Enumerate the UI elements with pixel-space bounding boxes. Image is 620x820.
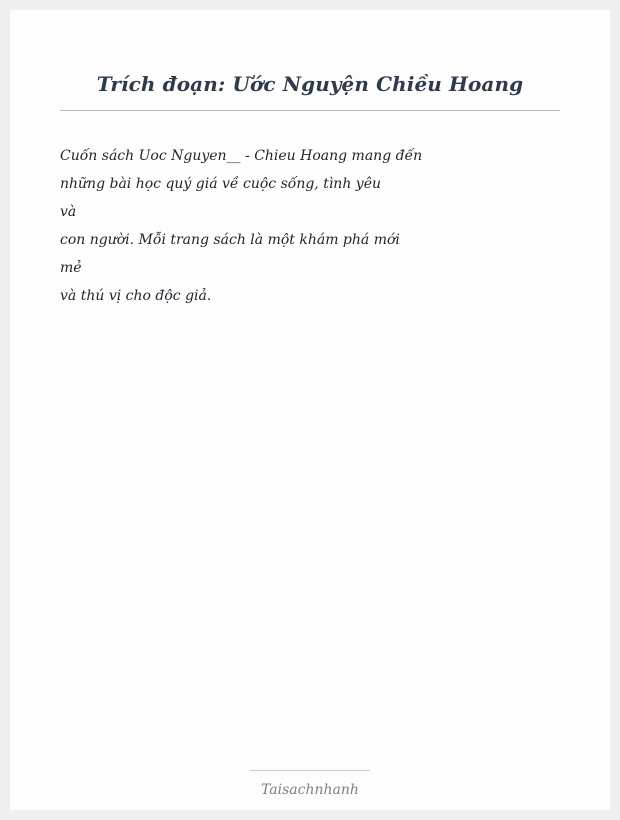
- body-line: và thú vị cho độc giả.: [60, 288, 212, 304]
- body-line: những bài học quý giá về cuộc sống, tình yêu: [60, 176, 382, 192]
- excerpt-body: [60, 142, 560, 310]
- body-line: con người. Mỗi trang sách là một khám phá mới: [60, 232, 400, 248]
- footer-divider: [250, 770, 370, 771]
- body-line: và: [60, 204, 77, 220]
- title-divider: [60, 110, 560, 111]
- page-title: Trích đoạn: Ước Nguyện Chiều Hoang: [96, 72, 524, 96]
- footer-brand: Taisachnhanh: [261, 782, 359, 798]
- body-line: Cuốn sách Uoc Nguyen__ - Chieu Hoang mang đến: [60, 148, 423, 164]
- document-page: [10, 10, 610, 810]
- body-line: mẻ: [60, 260, 82, 276]
